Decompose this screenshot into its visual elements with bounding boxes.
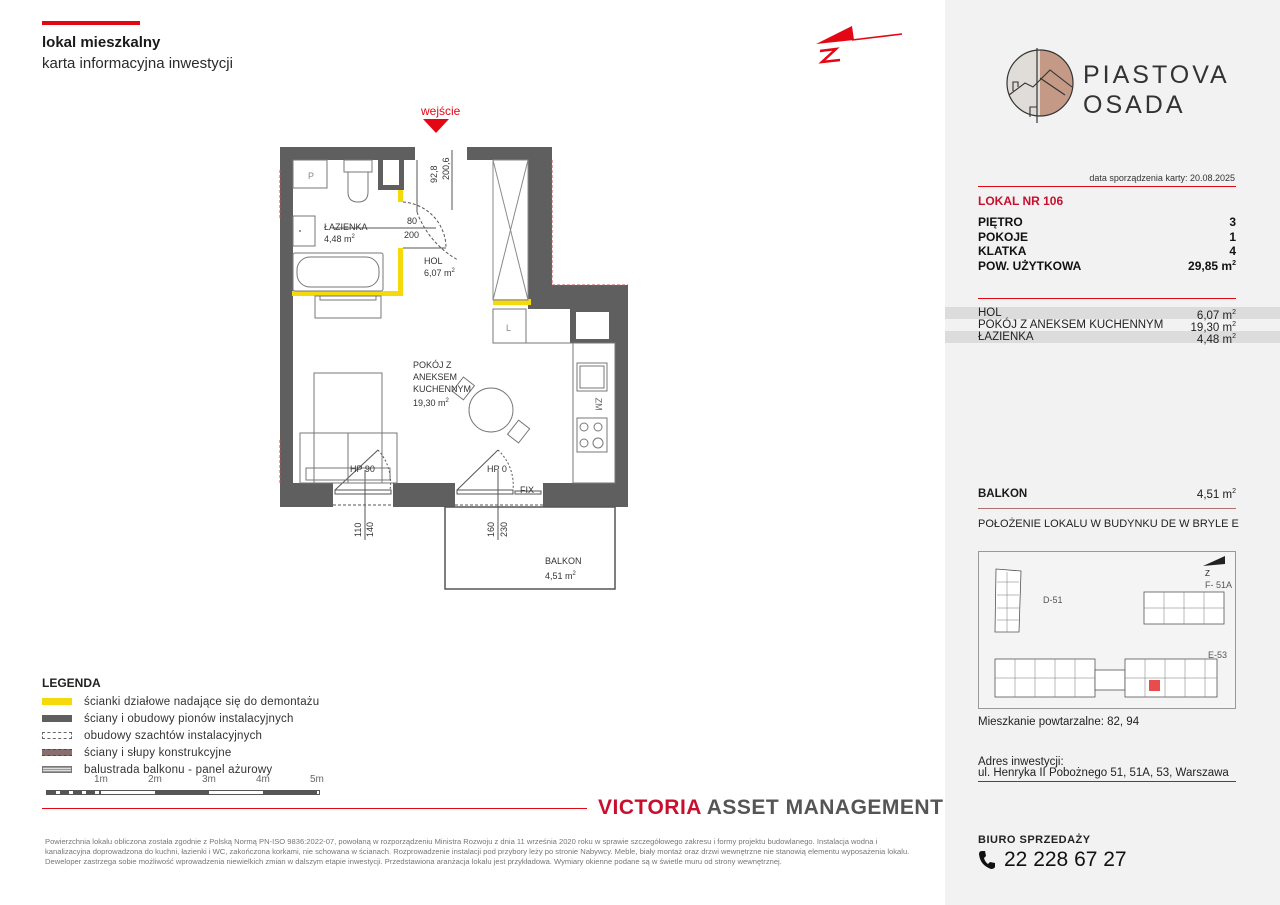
entry-door-width: 92,8: [429, 165, 439, 183]
spec-usable-area: POW. UŻYTKOWA 29,85 $m^2$: [978, 259, 1236, 273]
divider: [978, 781, 1236, 782]
living-room-label: POKÓJ Z ANEKSEM KUCHENNYM 19,30 $m^2$: [413, 360, 472, 409]
divider: [978, 186, 1236, 187]
legend-item: obudowy szachtów instalacyjnych: [42, 727, 319, 744]
developer-brand: VICTORIA ASSET MANAGEMENT: [598, 796, 944, 819]
disclaimer-text: Powierzchnia lokalu obliczona została zgodnie z Polską Normą PN-ISO 9836:2022-07, powołaną w rozporządzeniu Ministra Rozwoju z dnia 11 września 2020 roku w sprawie szczegółowego zakresu i formy projektu budowlanego. Instalacja wodna i kanalizacyjna doprowadzona do kuchni, łazienki i WC, zakończona korkami, nie schowana w ścianach. Rozprowadzenie instalacji pod przybory leży po stronie Nabywcy. Meble, biały montaż oraz drzwi wewnętrzne nie stanowią elementu wyposażenia lokalu. Deweloper zastrzega sobie możliwość wprowadzenia niewielkich zmian w dalszym etapie inwestycji. Przedstawiona aranżacja lokalu jest przykładowa. Wymiary okienne podane są w świetle muru od strony wewnętrznej.: [45, 837, 910, 866]
legend: [42, 676, 319, 778]
divider: [978, 298, 1236, 299]
balcony-label: BALKON 4,51 $m^2$: [545, 556, 582, 582]
divider: [978, 508, 1236, 509]
dashed-box-swatch: [42, 732, 72, 739]
address: ul. Henryka II Pobożnego 51, 51A, 53, Warszawa: [978, 767, 1229, 779]
balcony-area: BALKON 4,51 $m^2$: [978, 488, 1236, 501]
legend-item: ściany i obudowy pionów instalacyjnych: [42, 710, 319, 727]
piastova-logo-icon: [1000, 45, 1080, 125]
spec-staircase: KLATKA 4: [978, 244, 1236, 258]
bathroom-label: ŁAZIENKA 4,48 $m^2$: [324, 222, 368, 245]
room-row: POKÓJ Z ANEKSEM KUCHENNYM 19,30 $m^2$: [978, 319, 1236, 334]
repeated-units: Mieszkanie powtarzalne: 82, 94: [978, 716, 1140, 728]
sales-phone[interactable]: 22 228 67 27: [978, 848, 1127, 872]
legend-title: LEGENDA: [42, 676, 101, 690]
room-list: [945, 307, 1280, 346]
creation-date: data sporządzenia karty: 20.08.2025: [1089, 173, 1235, 183]
unit-number: LOKAL NR 106: [978, 194, 1064, 208]
phone-icon: [978, 850, 996, 870]
fridge-label: L: [506, 323, 512, 333]
svg-text:Z: Z: [1205, 569, 1210, 578]
red-gray-swatch: [42, 749, 72, 756]
entry-label: wejście: [421, 104, 461, 118]
room-row: ŁAZIENKA 4,48 $m^2$: [945, 331, 1280, 343]
spec-floor: PIĘTRO 3: [978, 215, 1236, 229]
sales-office-label: BIURO SPRZEDAŻY: [978, 834, 1091, 846]
spec-rooms: POKOJE 1: [978, 230, 1236, 244]
info-panel: [945, 0, 1280, 905]
bath-door-width: 80: [407, 216, 418, 226]
site-plan: Z D-51 F- 51A E-53: [978, 551, 1236, 709]
scale-bar: 1m 2m 3m 4m 5m: [46, 774, 320, 795]
gray-swatch: [42, 715, 72, 722]
doc-subtitle: karta informacyjna inwestycji: [42, 55, 233, 72]
room-row: HOL 6,07 $m^2$: [945, 307, 1280, 319]
doc-title: lokal mieszkalny: [42, 34, 161, 51]
fixed-window-label: FIX: [520, 485, 535, 495]
yellow-swatch: [42, 698, 72, 705]
legend-item: ścianki działowe nadające się do demontażu: [42, 693, 319, 710]
floor-plan: [270, 100, 650, 600]
striped-swatch: [42, 766, 72, 773]
window1-type: HP 90: [350, 464, 375, 474]
unit-highlight: [1149, 680, 1160, 691]
washer-label: P: [308, 171, 315, 181]
window1-width: 110: [353, 522, 363, 537]
window2-height: 230: [499, 521, 509, 537]
logo-wordmark: PIASTOVA OSADA: [1083, 61, 1230, 119]
window2-width: 160: [486, 521, 496, 537]
unit-location: POŁOŻENIE LOKALU W BUDYNKU DE W BRYLE E: [978, 518, 1239, 530]
hall-label: HOL 6,07 $m^2$: [424, 256, 455, 279]
bath-door-height: 200: [404, 230, 420, 240]
header-accent-bar: [42, 21, 140, 25]
legend-item: ściany i słupy konstrukcyjne: [42, 744, 319, 761]
legend-item: balustrada balkonu - panel ażurowy: [42, 761, 319, 778]
dishwasher-label: ZM: [593, 397, 604, 411]
footer-divider: [42, 808, 587, 809]
address-label: Adres inwestycji:: [978, 756, 1064, 768]
entry-door-height: 200,6: [441, 157, 451, 180]
window2-type: HP 0: [487, 464, 507, 474]
window1-height: 140: [365, 521, 375, 537]
north-arrow-icon: [810, 14, 910, 74]
